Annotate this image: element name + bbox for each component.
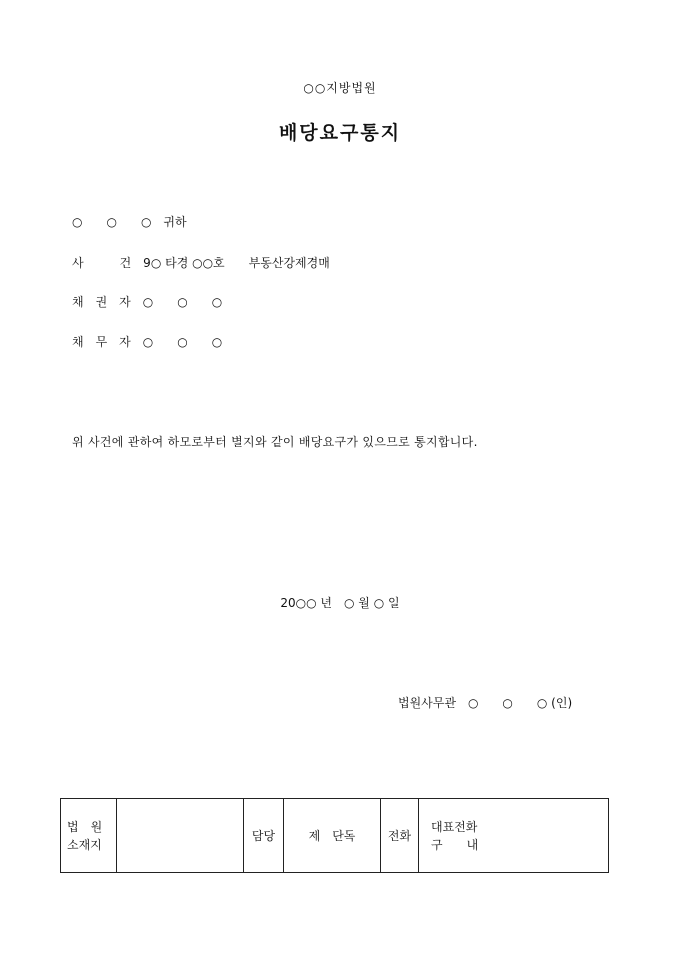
court-location-label-line2: 소재지 [67,837,102,852]
notice-body: 위 사건에 관하여 하모로부터 별지와 같이 배당요구가 있으므로 통지합니다. [72,435,478,449]
officer-label: 담당 [244,799,284,873]
recipient-line: ○ ○ ○ 귀하 [72,215,187,229]
debtor-field: 채 무 자 ○ ○ ○ [72,335,223,349]
court-name: ○○지방법원 [303,81,377,95]
creditor-field: 채 권 자 ○ ○ ○ [72,295,223,309]
clerk-signature: 법원사무관 ○ ○ ○ (인) [398,696,573,710]
document-title: 배당요구통지 [278,122,402,144]
issue-date: 20○○ 년 ○ 월 ○ 일 [280,596,400,610]
court-info-table [60,798,609,873]
main-phone-label: 대표전화 [431,819,478,834]
court-address-cell [117,799,244,873]
court-location-label [61,799,117,873]
phone-label: 전화 [381,799,419,873]
court-location-label-line1: 법 원 [67,819,103,834]
case-field: 사 건 9○ 타경 ○○호 부동산강제경매 [72,256,330,270]
officer-value: 제 단독 [284,799,381,873]
phone-value-cell [419,799,609,873]
extension-label: 구 내 [431,837,479,852]
